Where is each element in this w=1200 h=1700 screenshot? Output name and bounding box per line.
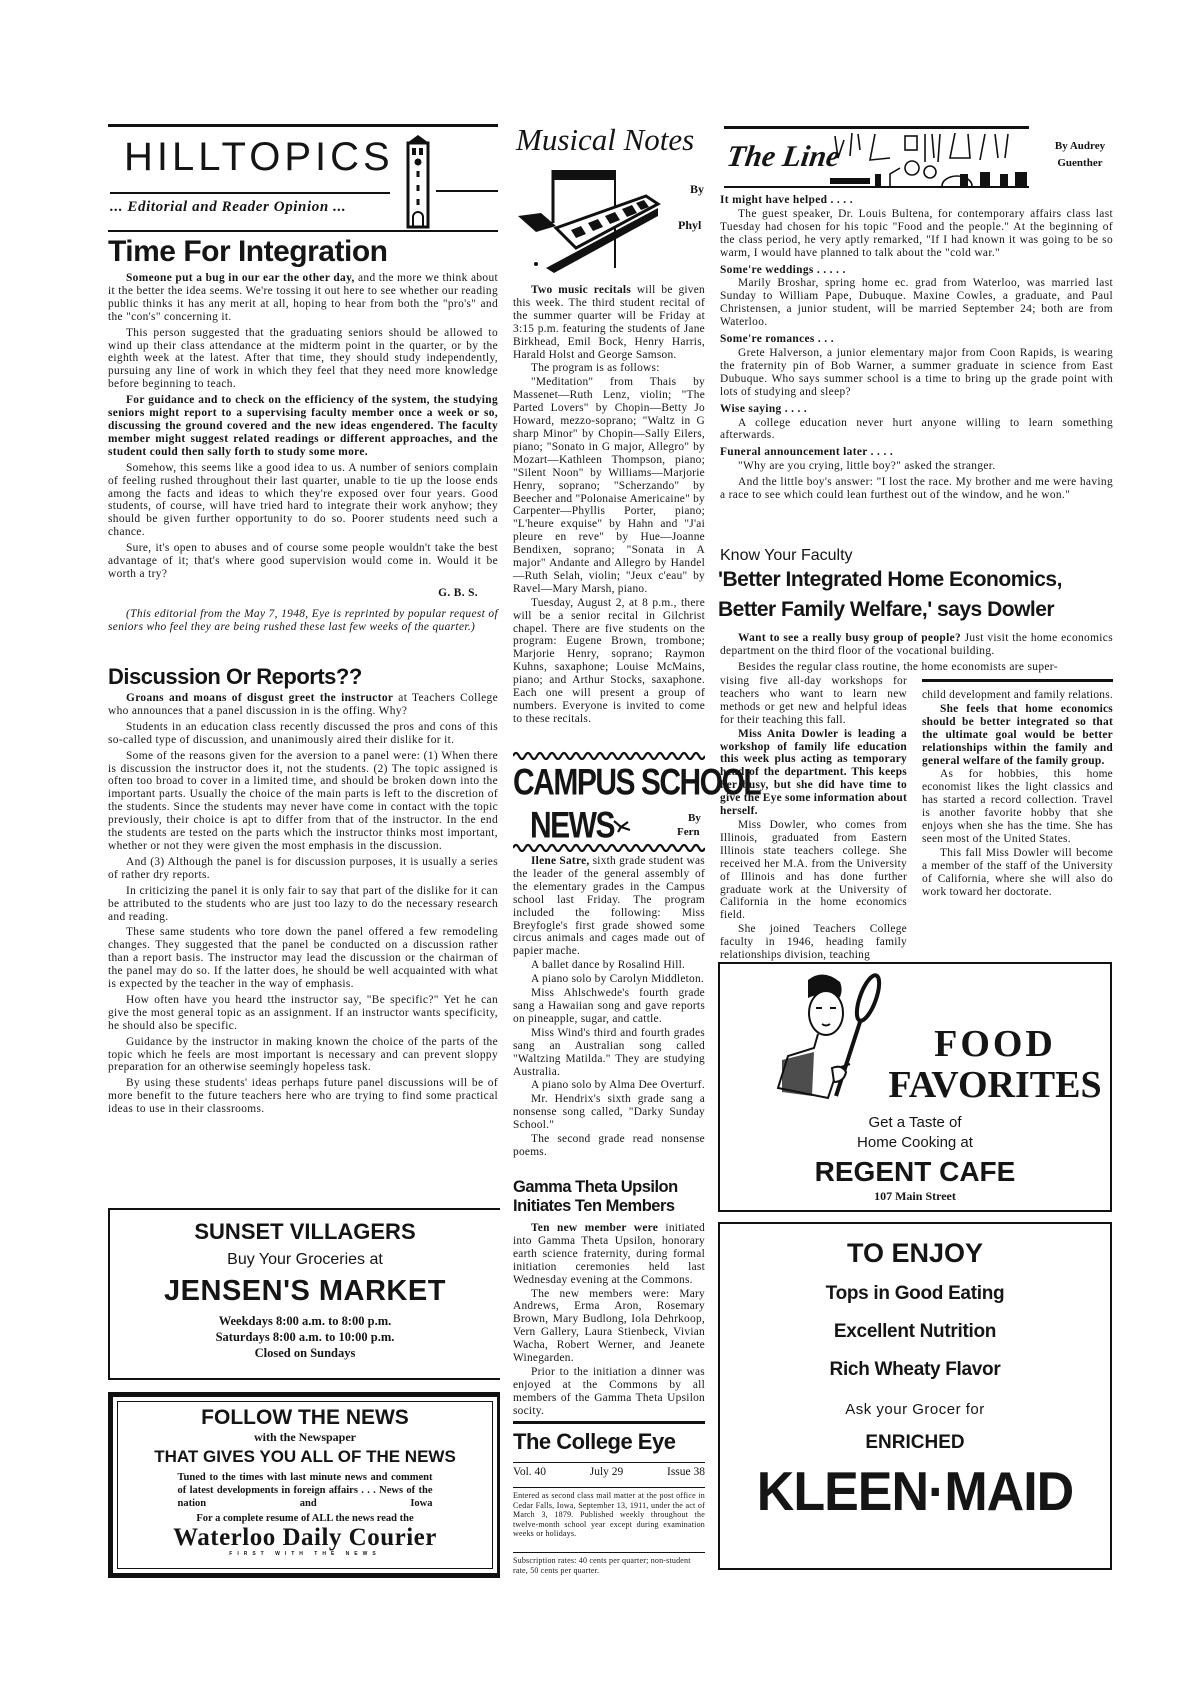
- paragraph-text: initiated into Gamma Theta Upsilon, honorary earth science fraternity, during formal initiation ceremonies held last Wednesday evening at the Commons.: [513, 1222, 705, 1286]
- paragraph: [513, 597, 705, 726]
- paragraph-text: Sure, it's open to abuses and of course some people wouldn't take the best advantage of it; that's where good supervision would come in. Would it be worth a try?: [108, 542, 498, 580]
- paragraph: [720, 417, 1113, 443]
- paragraph: [108, 885, 498, 924]
- masthead-issue: Issue 38: [666, 1466, 705, 1478]
- paragraph: [513, 959, 705, 972]
- hilltopics-mid-rule: [110, 192, 390, 194]
- ad-courier-line2: with the Newspaper: [254, 1430, 356, 1444]
- ad-kleenmaid-line5: Ask your Grocer for: [845, 1401, 985, 1418]
- paragraph-text: Miss Ahlschwede's fourth grade sang a Hawaiian song and gave reports on pineapple, sugar, and cattle.: [513, 987, 705, 1025]
- wave-segment: [609, 845, 621, 851]
- paragraph-text: Students in an education class recently discussed the pros and cons of this so-called type of discussion, and unanimously aired their dislike for it.: [108, 720, 498, 746]
- wave-segment: [549, 845, 561, 851]
- hilltopics-top-rule: [108, 124, 498, 127]
- paragraph: [513, 284, 705, 361]
- ad-waterloo-courier: [108, 1392, 500, 1578]
- paragraph-text: These same students who tore down the panel offered a few remodeling changes. They suggested that the panel be conducted on a discussion rather than a report basis. The instructor may lead the discussion or the chairman of the panel may do so. If the latter does, he should be well acquainted with what is expected by the teacher in the way of emphasis.: [108, 926, 498, 991]
- hilltopics-bottom-rule: [108, 230, 498, 232]
- wave-segment: [513, 753, 525, 759]
- wave-segment: [585, 753, 597, 759]
- paragraph-text: This person suggested that the graduating seniors should be allowed to wind up their class attendance at the midterm point in the quarter, or by the eighth week at the latest. After that time, they should study independently, pursuing any line of work in which they feel that they need more knowledge before beginning to teach.: [108, 326, 498, 391]
- the-line-bottom-rule: [724, 186, 1029, 188]
- ad-courier-paper-logo: Waterloo Daily Courier: [173, 1524, 437, 1551]
- wavy-divider: [513, 750, 705, 760]
- masthead-entry-notice: Entered as second class mail matter at the post office in Cedar Falls, Iowa, September 13, 1911, under the act of March 3, 1879. Published weekly throughout the twelve-month school year except during examination weeks or holidays.: [513, 1491, 705, 1538]
- section-subhead: [720, 194, 1113, 207]
- article-campus-school-news: [513, 855, 705, 1160]
- ad-jensen-line1: SUNSET VILLAGERS: [194, 1219, 416, 1244]
- article-discussion-or-reports: [108, 692, 498, 1119]
- masthead-date: July 29: [589, 1466, 624, 1478]
- wave-segment: [585, 845, 597, 851]
- wave-segment: [693, 845, 705, 851]
- paragraph: [513, 362, 705, 375]
- piano-keyboard-music-note-icon: [516, 168, 661, 276]
- paragraph-text: Just visit the home economics department on the third floor of the vocational building.: [720, 632, 1113, 657]
- ad-regent-cafe: [718, 962, 1112, 1212]
- the-line-cartoon-illustration: [830, 128, 1030, 186]
- paragraph-text: Miss Dowler, who comes from Illinois, graduated from Eastern Illinois state teachers college. She received her M.A. from the University of Illinois and has done further graduate work at the University of California in the home economics field.: [720, 818, 907, 922]
- paragraph: [513, 1079, 705, 1092]
- the-line-byline: [1040, 138, 1120, 172]
- paragraph: [720, 347, 1113, 399]
- signature: [108, 587, 498, 600]
- paragraph-text: at Teachers College who announces that a panel discussion in is the offing. Why?: [108, 692, 499, 717]
- paragraph: [513, 1133, 705, 1159]
- section-subhead: [720, 446, 1113, 459]
- paragraph: [720, 675, 907, 727]
- the-line-byline-1: By Audrey: [1054, 140, 1106, 152]
- wave-segment: [657, 753, 669, 759]
- paragraph: [720, 661, 1113, 674]
- dowler-right-subcolumn: [922, 689, 1113, 900]
- wave-segment: [573, 845, 585, 851]
- paragraph-text: In criticizing the panel it is only fair to say that part of the dislike for it can be attributed to the students who are just too lazy to do the necessary research and reading.: [108, 884, 498, 923]
- ad-regent-address: 107 Main Street: [874, 1189, 956, 1203]
- paragraph-lead: Groans and moans of disgust greet the instructor: [126, 692, 394, 704]
- paragraph: [922, 768, 1113, 845]
- wavy-divider: [513, 842, 705, 852]
- paragraph-lead: Two music recitals: [531, 284, 632, 296]
- paragraph-text: The program is as follows:: [531, 362, 660, 375]
- kleen-maid-logo: KLEEN·MAID: [756, 1461, 1074, 1523]
- paragraph: [108, 1077, 498, 1116]
- ad-kleenmaid-line6: ENRICHED: [865, 1432, 965, 1453]
- masthead-info-row: [513, 1466, 705, 1478]
- wave-segment: [597, 753, 609, 759]
- musical-notes-title: Musical Notes: [516, 122, 695, 157]
- ad-jensen-store: JENSEN'S MARKET: [164, 1275, 446, 1307]
- hilltopics-subtitle: ... Editorial and Reader Opinion ...: [110, 199, 347, 215]
- ad-jensen-line2: Buy Your Groceries at: [227, 1251, 383, 1268]
- wave-segment: [669, 845, 681, 851]
- masthead-rule: [513, 1552, 705, 1553]
- paragraph-text: A ballet dance by Rosalind Hill.: [531, 959, 686, 972]
- paragraph: [922, 703, 1113, 768]
- wave-segment: [633, 753, 645, 759]
- wave-segment: [633, 845, 645, 851]
- paragraph-text: It might have helped . . . .: [720, 194, 853, 206]
- ad-kleenmaid-line3: Excellent Nutrition: [833, 1321, 997, 1342]
- paragraph: [108, 1036, 498, 1075]
- ad-courier-blurb: Tuned to the times with last minute news and comment of latest developments in foreign affairs . . . News of the nation and Iowa: [177, 1472, 433, 1509]
- ad-kleenmaid-line4: Rich Wheaty Flavor: [829, 1359, 1001, 1380]
- wave-segment: [669, 753, 681, 759]
- headline-time-for-integration: Time For Integration: [108, 235, 388, 268]
- dowler-intro: [720, 632, 1113, 677]
- masthead-volume: Vol. 40: [513, 1466, 547, 1478]
- paragraph: [108, 542, 498, 581]
- paragraph-text: Guidance by the instructor in making known the choice of the parts of the topic which he feels are most important is necessary and can prevent sloppy preparation for an otherwise seemingly hopeless task.: [108, 1035, 498, 1074]
- paragraph-text: Grete Halverson, a junior elementary major from Coon Rapids, is wearing the fraternity pin of Bob Warner, a summer graduate in science from East Dubuque. Who says summer school is a time to bring up the grade point with lots of studying and sleep?: [720, 346, 1113, 398]
- paragraph-text: Prior to the initiation a dinner was enjoyed at the Commons by all members of the Gamma Theta Upsilon socity.: [513, 1365, 705, 1417]
- paragraph: [720, 632, 1113, 658]
- paragraph-text: Wise saying . . . .: [720, 402, 808, 415]
- paragraph: [108, 692, 498, 718]
- ad-regent-line3: Get a Taste of: [868, 1114, 962, 1131]
- section-subhead: [720, 333, 1113, 346]
- paragraph-text: She feels that home economics should be better integrated so that the ultimate goal would be better relationships within the family and general welfare of the family group.: [922, 702, 1113, 767]
- paragraph: [513, 855, 705, 958]
- paragraph-text: How often have you heard tthe instructor say, "Be specific?" Yet he can give the most general topic as an assignment. If an instructor wants specificity, he should also be specific.: [108, 993, 498, 1032]
- article-gamma-theta-upsilon: [513, 1222, 705, 1419]
- wave-segment: [681, 845, 693, 851]
- paragraph: [513, 376, 705, 595]
- paragraph-text: vising five all-day workshops for teachers who want to learn new methods or get new and helpful ideas for their teaching this fall.: [720, 675, 907, 726]
- paragraph: [720, 277, 1113, 329]
- paragraph: [108, 272, 498, 324]
- musical-author: Phyl: [678, 218, 702, 232]
- ad-regent-line1: FOOD: [934, 1023, 1056, 1065]
- paragraph-text: For guidance and to check on the efficiency of the system, the studying seniors might report to a supervising faculty member once a week or so, discussing the ground covered and the new ideas engendered. The faculty member might suggest related readings or different approaches, and the student could then sally forth to study some more.: [108, 394, 498, 458]
- paragraph-text: As for hobbies, this home economist likes the light classics and has started a record collection. Travel is another favorite hobby that she enjoys when she has the time. She has seen most of the United States.: [922, 768, 1113, 845]
- paragraph-text: The second grade read nonsense poems.: [513, 1133, 705, 1158]
- paragraph-text: Some're romances . . .: [720, 333, 834, 346]
- masthead-rule: [513, 1487, 705, 1488]
- the-line-byline-2: Guenther: [1057, 157, 1103, 169]
- ad-kleen-maid-bread: [718, 1222, 1112, 1570]
- headline-discussion-or-reports: Discussion Or Reports??: [108, 664, 362, 689]
- paragraph: [513, 987, 705, 1026]
- wave-segment: [621, 753, 633, 759]
- wave-segment: [645, 753, 657, 759]
- article-time-for-integration: [108, 272, 498, 637]
- paragraph-lead: Ten new member were: [531, 1222, 659, 1234]
- paragraph-text: By using these students' ideas perhaps future panel discussions will be of more benefit to the future teachers here who are trying to find some practical ideas to use in their classrooms.: [108, 1077, 498, 1116]
- ad-courier-line1: FOLLOW THE NEWS: [201, 1406, 409, 1429]
- ad-jensen-hours-2: Closed on Sundays: [254, 1346, 356, 1360]
- ad-kleenmaid-line1: TO ENJOY: [846, 1238, 984, 1268]
- ad-jensens-market: [108, 1208, 500, 1380]
- paragraph-lead: Want to see a really busy group of people?: [738, 632, 962, 644]
- paragraph-text: A piano solo by Carolyn Middleton.: [531, 973, 705, 986]
- paragraph: [108, 608, 498, 634]
- bird-icon: [612, 818, 632, 834]
- wave-segment: [537, 845, 549, 851]
- paragraph-text: "Meditation" from Thais by Massenet—Ruth Lenz, violin; "The Parted Lovers" by Chopin—Betty Jo Howard, mezzo-soprano; "Waltz in G sharp Minor" by Chopin—Sally Eilers, piano; "Sonato in G major, Allegro" by Mozart—Kathleen Thompson, piano; "Silent Noon" by Williams—Marjorie Henry, soprano; "Scherzando" by Beecher and "Polonaise Americaine" by Carpenter—Phyllis Porter, piano; "L'heure exquise" by Hahn and "J'ai pleure en reve" by Hue—Joanne Bendixen, soprano; "Sonata in A major" Andante and Allegro by Handel—Ruth Selah, violin; "Jeux c'eau" by Ravel—Mary Marsh, piano.: [513, 376, 705, 595]
- paragraph-text: Miss Wind's third and fourth grades sang an Australian song called "Waltzing Matilda." They are studying Australia.: [513, 1026, 705, 1078]
- paragraph: [720, 923, 907, 962]
- section-subhead: [720, 403, 1113, 416]
- wave-segment: [621, 845, 633, 851]
- ad-regent-name: REGENT CAFE: [814, 1156, 1016, 1187]
- paragraph: [108, 462, 498, 539]
- ad-courier-tagline: FIRST WITH THE NEWS: [229, 1551, 381, 1557]
- hilltopics-mid-rule-right: [436, 190, 498, 192]
- wave-segment: [549, 753, 561, 759]
- paragraph: [720, 476, 1113, 502]
- paragraph-text: Some of the reasons given for the aversion to a panel were: (1) When there is discussion the instructor does it, not the students. (2) The topic assigned is often too broad to cover in a limited time, and should be broken down into the important parts. Usually the choice of the main parts is left to the discretion of the students. Since the students may never have come in contact with the topic previously, their choice is apt to differ from that of the instructor. In the end the students are tested on the parts which the instructor thinks most important, whether or not they were given the most emphasis in the discussion.: [108, 749, 498, 852]
- wave-segment: [525, 845, 537, 851]
- ad-jensen-hours-1: Saturdays 8:00 a.m. to 10:00 p.m.: [215, 1330, 395, 1344]
- paragraph-text: The guest speaker, Dr. Louis Bultena, for contemporary affairs class last Tuesday had chosen for his topic "Food and the people." At the beginning of the class period, he very aptly remarked, "If I had known it was going to be so warm, I would have planned to talk about the "cold war.": [720, 207, 1113, 259]
- masthead-rule: [513, 1462, 705, 1463]
- wave-segment: [597, 845, 609, 851]
- ad-regent-line2: FAVORITES: [888, 1064, 1102, 1106]
- paragraph-text: Mr. Hendrix's sixth grade sang a nonsense song called, "Darky Sunday School.": [513, 1093, 705, 1132]
- paragraph-text: Somehow, this seems like a good idea to us. A number of seniors complain of feeling rushed throughout their last quarter, unable to tie up the loose ends among the facts and ideas to which they're exposed over four years. Good students, of course, will have tried hard to integrate their work anyhow; they should be given further opportunity to do so. Poorer students need such a chance.: [108, 461, 498, 539]
- paragraph-text: sixth grade student was the leader of the general assembly of the elementary grades in the Campus school last Friday. The program included the following: Miss Breyfogle's first grade showed some circus animals and cages made out of papier mache.: [513, 855, 705, 958]
- wave-segment: [513, 845, 525, 851]
- paragraph-lead: Someone put a bug in our ear the other day,: [126, 272, 355, 284]
- wave-segment: [681, 753, 693, 759]
- wave-segment: [657, 845, 669, 851]
- paragraph: [108, 994, 498, 1033]
- paragraph-text: child development and family relations.: [922, 689, 1113, 701]
- paragraph: [108, 926, 498, 991]
- dowler-left-subcolumn: [720, 675, 907, 963]
- paragraph: [513, 1093, 705, 1132]
- paragraph: [922, 689, 1113, 702]
- paragraph: [108, 856, 498, 882]
- paragraph: [108, 327, 498, 392]
- dowler-kicker: Know Your Faculty: [720, 547, 853, 564]
- ad-courier-line5: For a complete resume of ALL the news read the: [196, 1513, 414, 1524]
- wave-segment: [525, 753, 537, 759]
- paragraph: [513, 1288, 705, 1365]
- paragraph-text: Marily Broshar, spring home ec. grad from Waterloo, was married last Sunday to William Pape, Dubuque. Maxine Cowles, a graduate, and Paul Christensen, a junior student, will be married September 24; both are from Waterloo.: [720, 277, 1113, 329]
- paragraph-text: (This editorial from the May 7, 1948, Eye is reprinted by popular request of seniors who feel they are being rushed these last few weeks of the quarter.): [108, 607, 498, 633]
- paragraph-text: and the more we think about it the better the idea seems. We're tossing it out here to see whether our reading public thinks it has any merit at all, hoping to hear from both the "pro's" and the "con's" concerning it.: [108, 272, 498, 323]
- paragraph-lead: Ilene Satre,: [531, 855, 590, 867]
- campus-news-title: NEWS: [530, 805, 614, 847]
- paragraph-text: This fall Miss Dowler will become a member of the staff of the University of California, where she will also do work toward her doctorate.: [922, 846, 1113, 898]
- paragraph: [720, 460, 1113, 473]
- paragraph: [108, 394, 498, 459]
- paragraph-text: Funeral announcement later . . . .: [720, 446, 894, 459]
- campus-school-title: CAMPUS SCHOOL: [513, 762, 761, 804]
- paragraph: [720, 728, 907, 818]
- musical-by: By: [690, 182, 705, 196]
- paragraph: [513, 1222, 705, 1287]
- wave-segment: [573, 753, 585, 759]
- paragraph-text: And (3) Although the panel is for discussion purposes, it is usually a series of rather dry reports.: [108, 855, 498, 881]
- paragraph: [513, 973, 705, 986]
- campus-by: By: [688, 812, 701, 824]
- wave-segment: [609, 753, 621, 759]
- paragraph-text: Miss Anita Dowler is leading a workshop of family life education this week plus acting as temporary head of the department. This keeps her busy, but she did have time to give the Eye some information about herself.: [720, 727, 907, 818]
- woman-with-spoon-illustration: [768, 968, 888, 1108]
- paragraph-text: Tuesday, August 2, at 8 p.m., there will be a senior recital in Gilchrist chapel. There are five students on the program: Eugene Brown, trombone; Marjorie Henry, soprano; Raymon Kuhns, saxaphone; Louise McMains, piano; and Arthur Stocks, saxaphone. Each one will present a group of numbers. Everyone is invited to come to these recitals.: [513, 596, 705, 725]
- ad-jensen-hours-0: Weekdays 8:00 a.m. to 8:00 p.m.: [218, 1314, 392, 1328]
- dowler-subcolumn-rule: [922, 679, 1113, 682]
- wave-segment: [561, 753, 573, 759]
- paragraph: [513, 1027, 705, 1079]
- wave-segment: [561, 845, 573, 851]
- paragraph: [720, 208, 1113, 260]
- paragraph-text: Some're weddings . . . . .: [720, 263, 846, 276]
- paragraph-text: Besides the regular class routine, the home economists are super-: [738, 660, 1058, 673]
- wave-segment: [693, 753, 705, 759]
- article-musical-notes: [513, 284, 705, 727]
- paragraph-text: The new members were: Mary Andrews, Erma Aron, Rosemary Brown, Mary Budlong, Iola Dehrkoop, Vern Gallery, Laura Stienbeck, Vivian Wacha, Robert Werner, and Jeanete Winegarden.: [513, 1287, 705, 1365]
- paragraph: [108, 721, 498, 747]
- ad-courier-line3: THAT GIVES YOU ALL OF THE NEWS: [154, 1447, 456, 1466]
- ad-kleenmaid-line2: Tops in Good Eating: [825, 1283, 1005, 1304]
- dowler-headline-1: 'Better Integrated Home Economics,: [718, 568, 1062, 591]
- masthead-subscription: Subscription rates: 40 cents per quarter; non-student rate, 50 cents per quarter.: [513, 1556, 691, 1575]
- dowler-headline-2: Better Family Welfare,' says Dowler: [718, 598, 1055, 621]
- wave-segment: [537, 753, 549, 759]
- paragraph-text: will be given this week. The third student recital of the summer quarter will be Friday at 3:15 p.m. featuring the students of Jane Birkhead, Emil Bock, Henry Harris, Harald Holst and George Samson.: [513, 284, 706, 361]
- paragraph-text: And the little boy's answer: "I lost the race. My brother and me were having a race to see which could lean furthest out of the window, and he won.": [720, 476, 1113, 502]
- paragraph: [513, 1366, 705, 1418]
- wave-segment: [645, 845, 657, 851]
- paragraph: [108, 750, 498, 853]
- masthead-rule: [513, 1421, 705, 1424]
- masthead-title: The College Eye: [513, 1429, 676, 1454]
- section-subhead: [720, 264, 1113, 277]
- hilltopics-title: HILLTOPICS: [124, 135, 394, 179]
- campanile-tower-icon: [404, 133, 432, 229]
- paragraph: [922, 847, 1113, 899]
- campus-author: Fern: [677, 826, 700, 838]
- paragraph-text: She joined Teachers College faculty in 1946, heading family relationships division, teaching: [720, 923, 907, 962]
- paragraph-text: A piano solo by Alma Dee Overturf.: [531, 1079, 705, 1092]
- headline-gamma-theta-upsilon: Gamma Theta Upsilon Initiates Ten Members: [513, 1178, 678, 1215]
- paragraph: [720, 819, 907, 922]
- paragraph-text: "Why are you crying, little boy?" asked the stranger.: [738, 460, 996, 473]
- the-line-title: The Line: [724, 140, 842, 173]
- column-the-line: [720, 190, 1113, 505]
- paragraph-text: A college education never hurt anyone willing to learn something afterwards.: [720, 416, 1113, 442]
- paragraph-text: G. B. S.: [438, 586, 478, 599]
- ad-regent-line4: Home Cooking at: [857, 1134, 973, 1151]
